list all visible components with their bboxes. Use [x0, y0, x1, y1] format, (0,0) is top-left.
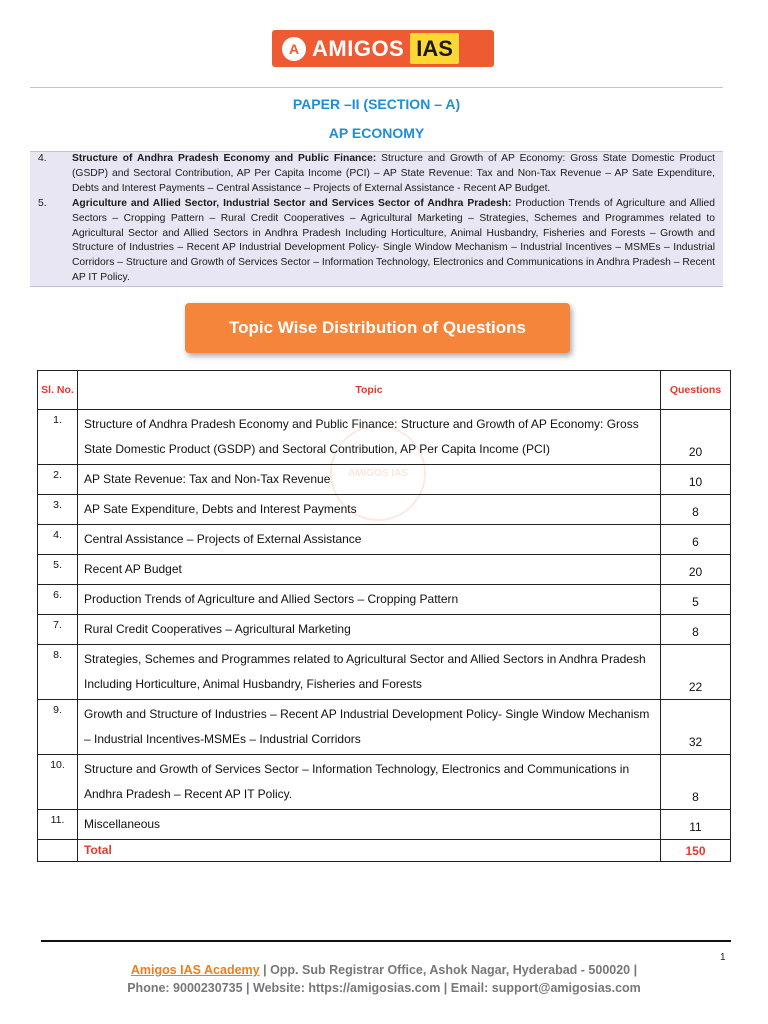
row-sl-no: 4.	[38, 525, 78, 555]
row-sl-no: 5.	[38, 555, 78, 585]
paper-title: PAPER –II (SECTION – A)	[292, 96, 461, 112]
syllabus-box	[30, 151, 723, 287]
page-number: 1	[720, 952, 726, 963]
row-questions: 8	[661, 755, 731, 810]
row-questions: 22	[661, 645, 731, 700]
row-questions: 11	[661, 810, 731, 840]
footer-address: | Opp. Sub Registrar Office, Ashok Nagar, Hyderabad - 500020 |	[259, 963, 638, 977]
table-row	[38, 555, 731, 585]
row-topic: Rural Credit Cooperatives – Agricultural Marketing	[78, 615, 661, 645]
row-topic: AP State Revenue: Tax and Non-Tax Revenue	[78, 465, 661, 495]
watermark-logo: AMIGOS IAS	[330, 425, 426, 521]
syllabus-item	[30, 197, 723, 286]
logo-emblem-icon: A	[282, 37, 306, 61]
table-row	[38, 585, 731, 615]
row-sl-no: 1.	[38, 410, 78, 465]
row-questions: 20	[661, 410, 731, 465]
syllabus-item-number: 5.	[38, 197, 47, 209]
syllabus-item-number: 4.	[38, 153, 47, 164]
row-questions: 32	[661, 700, 731, 755]
header-questions: Questions	[661, 371, 731, 410]
footer-address-line	[0, 963, 768, 977]
row-sl-no: 8.	[38, 645, 78, 700]
syllabus-item	[30, 152, 723, 197]
amigos-ias-logo	[272, 30, 494, 67]
footer-contact-line: Phone: 9000230735 | Website: https://amigosias.com | Email: support@amigosias.com	[127, 981, 641, 995]
topic-distribution-banner: Topic Wise Distribution of Questions	[185, 303, 570, 353]
row-topic: Structure of Andhra Pradesh Economy and Public Finance: Structure and Growth of AP Economy: Gross State Domestic Product (GSDP) and Sectoral Contribution, AP Per Capita Income (PCI)	[78, 410, 661, 465]
table-row	[38, 645, 731, 700]
distribution-table	[37, 370, 731, 862]
row-questions: 6	[661, 525, 731, 555]
row-sl-no: 2.	[38, 465, 78, 495]
total-row-blank	[38, 840, 78, 862]
row-questions: 8	[661, 495, 731, 525]
header-sl-no: Sl. No.	[38, 371, 78, 410]
row-questions: 10	[661, 465, 731, 495]
row-topic: Structure and Growth of Services Sector – Information Technology, Electronics and Communications in Andhra Pradesh – Recent AP IT Policy.	[78, 755, 661, 810]
header-divider	[30, 87, 723, 88]
row-questions: 20	[661, 555, 731, 585]
row-topic: Recent AP Budget	[78, 555, 661, 585]
row-sl-no: 7.	[38, 615, 78, 645]
syllabus-item-body: Production Trends of Agriculture and Allied Sectors – Cropping Pattern – Rural Credit Cooperatives – Agricultural Marketing – Strategies, Schemes and Programmes related to Agricultural Sector and Allied Sectors in Andhra Pradesh Including Horticulture, Animal Husbandry, Fisheries and Forests – Growth and Structure of Industries – Recent AP Industrial Development Policy- Single Window Mechanism – Industrial Incentives – MSMEs – Industrial Corridors – Structure and Growth of Services Sector – Information Technology, Electronics and Communications in Andhra Pradesh – Recent AP IT Policy.	[72, 197, 715, 284]
row-topic: Strategies, Schemes and Programmes related to Agricultural Sector and Allied Sectors in Andhra Pradesh Including Horticulture, Animal Husbandry, Fisheries and Forests	[78, 645, 661, 700]
table-header-row	[38, 371, 731, 410]
row-topic: Central Assistance – Projects of External Assistance	[78, 525, 661, 555]
table-row	[38, 810, 731, 840]
syllabus-item-heading: Structure of Andhra Pradesh Economy and Public Finance:	[72, 153, 377, 164]
table-row	[38, 525, 731, 555]
syllabus-item-heading: Agriculture and Allied Sector, Industrial Sector and Services Sector of Andhra Pradesh:	[72, 197, 512, 209]
table-row	[38, 465, 731, 495]
row-topic: AP Sate Expenditure, Debts and Interest Payments	[78, 495, 661, 525]
row-sl-no: 3.	[38, 495, 78, 525]
row-sl-no: 6.	[38, 585, 78, 615]
table-row	[38, 700, 731, 755]
syllabus-item-body: Structure and Growth of AP Economy: Gross State Domestic Product (GSDP) and Sectoral Contribution, AP Per Capita Income (PCI) – AP State Revenue: Tax and Non-Tax Revenue – AP Sate Expenditure, Debts and Interest Payments – Central Assistance – Projects of External Assistance - Recent AP Budget.	[72, 153, 715, 194]
row-sl-no: 11.	[38, 810, 78, 840]
row-sl-no: 10.	[38, 755, 78, 810]
row-topic: Production Trends of Agriculture and Allied Sectors – Cropping Pattern	[78, 585, 661, 615]
paper-subject: AP ECONOMY	[328, 125, 425, 141]
row-questions: 8	[661, 615, 731, 645]
total-value: 150	[661, 840, 731, 862]
logo-text-ias: IAS	[410, 33, 459, 64]
table-total-row	[38, 840, 731, 862]
table-row	[38, 755, 731, 810]
row-questions: 5	[661, 585, 731, 615]
total-label: Total	[78, 840, 661, 862]
footer-brand-link[interactable]: Amigos IAS Academy	[130, 963, 260, 977]
table-row	[38, 410, 731, 465]
table-row	[38, 495, 731, 525]
row-topic: Growth and Structure of Industries – Recent AP Industrial Development Policy- Single Window Mechanism – Industrial Incentives-MSMEs – Industrial Corridors	[78, 700, 661, 755]
footer-divider	[41, 940, 731, 942]
row-sl-no: 9.	[38, 700, 78, 755]
header-topic: Topic	[78, 371, 661, 410]
row-topic: Miscellaneous	[78, 810, 661, 840]
logo-text-amigos: AMIGOS	[312, 35, 405, 61]
table-row	[38, 615, 731, 645]
